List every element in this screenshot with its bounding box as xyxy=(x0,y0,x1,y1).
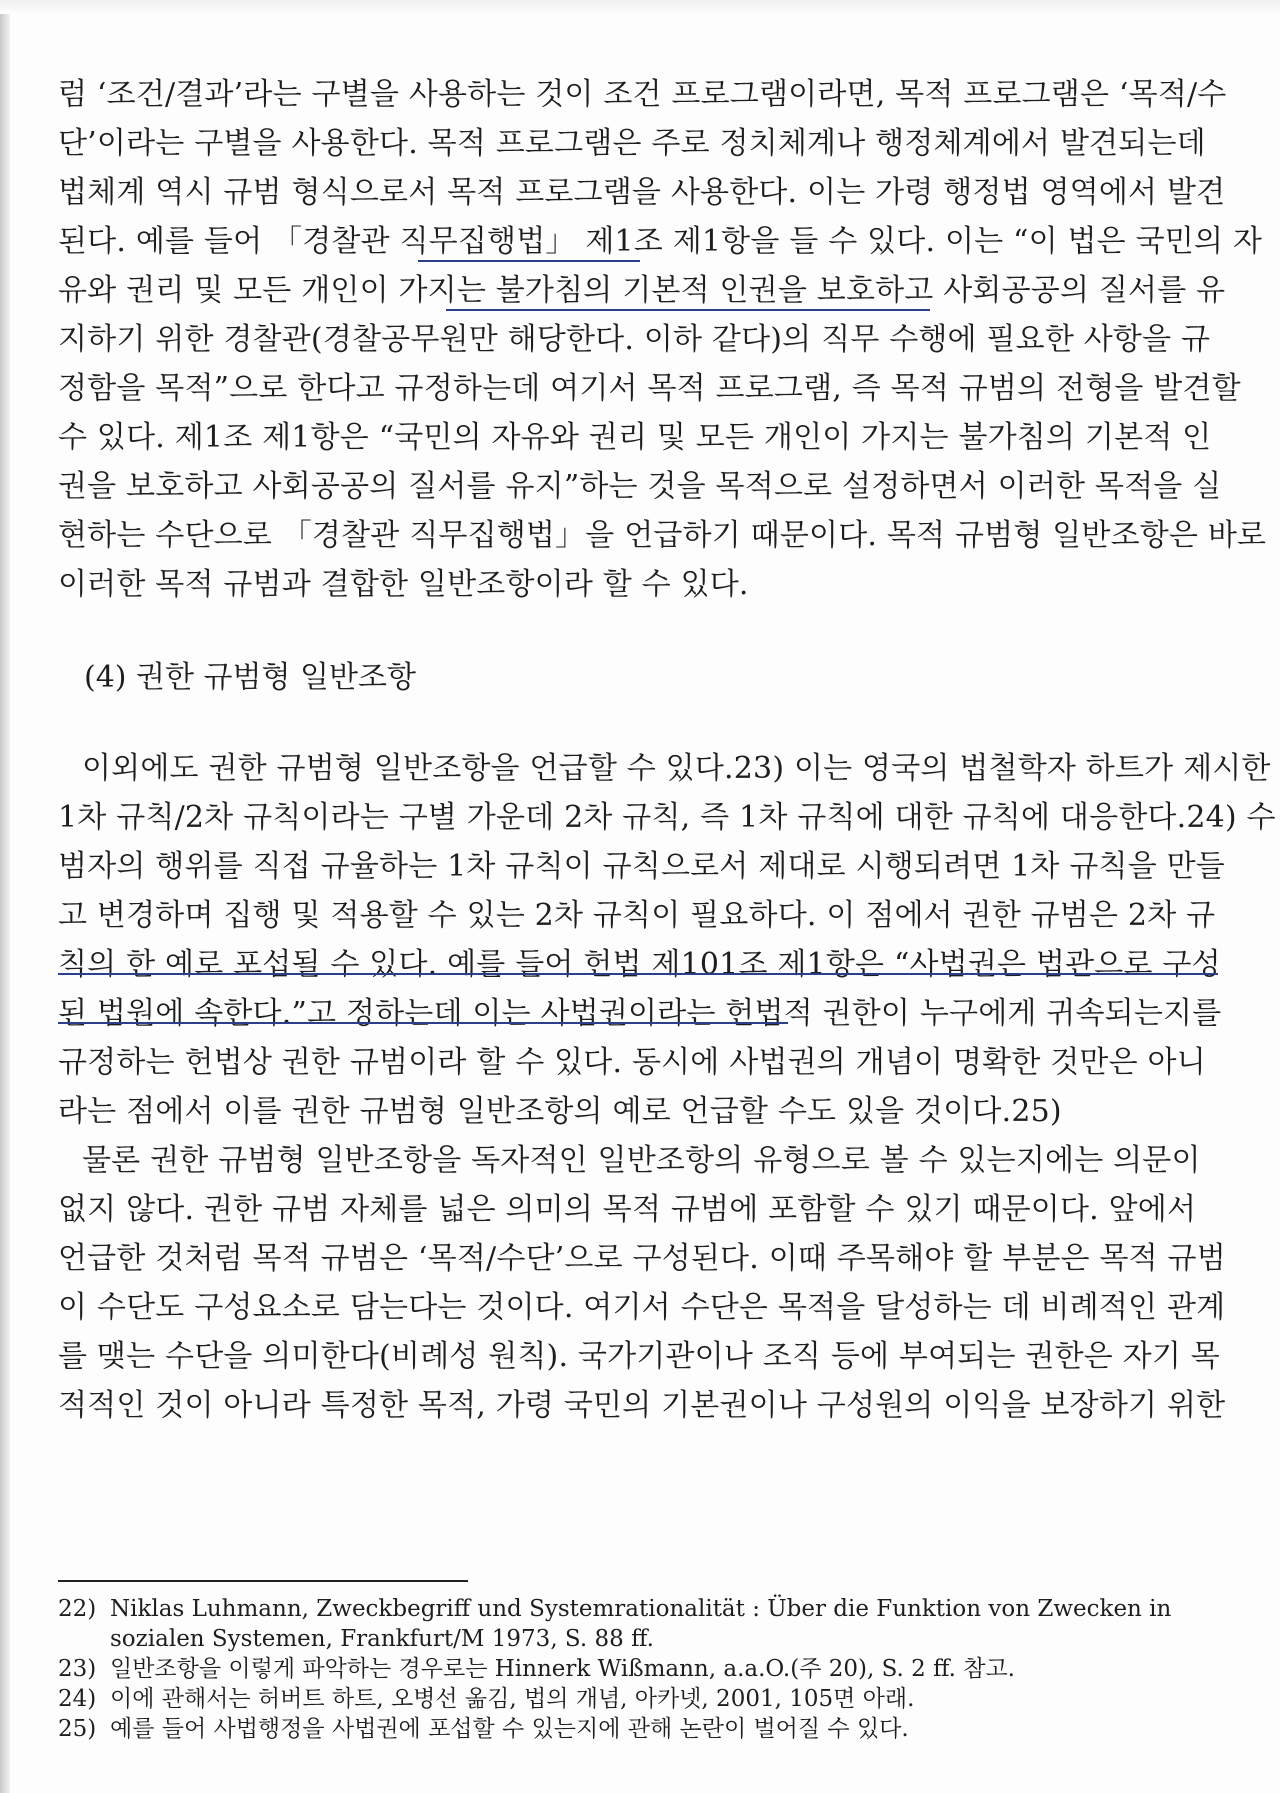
paragraph-1 xyxy=(58,70,1267,609)
pen-underline-mark xyxy=(446,309,930,311)
page-edge-shadow xyxy=(0,0,10,1793)
footnote-text: 이에 관해서는 허버트 하트, 오병선 옮김, 법의 개념, 아카넷, 2001, 105면 아래. xyxy=(110,1686,915,1712)
paragraph-3 xyxy=(58,1136,1226,1430)
text-line: 언급한 것처럼 목적 규범은 ‘목적/수단’으로 구성된다. 이때 주목해야 할 부분은 목적 규범 xyxy=(58,1241,1226,1276)
page-top-edge xyxy=(0,0,1280,14)
footnote-23 xyxy=(58,1654,1223,1684)
footnote-text: Niklas Luhmann, Zweckbegriff und Systemrationalität : Über die Funktion von Zwecken in xyxy=(110,1596,1172,1622)
text-line: 이러한 목적 규범과 결합한 일반조항이라 할 수 있다. xyxy=(58,567,749,602)
footnote-number: 23) xyxy=(58,1656,97,1682)
pen-underline-mark xyxy=(58,973,1218,975)
pen-underline-mark xyxy=(58,1022,788,1024)
text-line: 고 변경하며 집행 및 적용할 수 있는 2차 규칙이 필요하다. 이 점에서 권한 규범은 2차 규 xyxy=(58,898,1216,933)
text-line: 유와 권리 및 모든 개인이 가지는 불가침의 기본적 인권을 보호하고 사회공공의 질서를 유 xyxy=(58,273,1226,308)
footnote-text: 일반조항을 이렇게 파악하는 경우로는 Hinnerk Wißmann, a.a.O.(주 20), S. 2 ff. 참고. xyxy=(110,1656,1015,1682)
footnote-25 xyxy=(58,1714,1223,1744)
footnote-number: 22) xyxy=(58,1596,97,1622)
text-line: 지하기 위한 경찰관(경찰공무원만 해당한다. 이하 같다)의 직무 수행에 필요한 사항을 규 xyxy=(58,322,1211,357)
text-line: 단’이라는 구별을 사용한다. 목적 프로그램은 주로 정치체계나 행정체계에서 발견되는데 xyxy=(58,126,1206,161)
main-text xyxy=(58,70,1276,1430)
text-line: 라는 점에서 이를 권한 규범형 일반조항의 예로 언급할 수도 있을 것이다.25) xyxy=(58,1094,1062,1129)
footnote-continuation: sozialen Systemen, Frankfurt/M 1973, S. 88 ff. xyxy=(110,1626,654,1652)
text-line: 법체계 역시 규범 형식으로서 목적 프로그램을 사용한다. 이는 가령 행정법 영역에서 발견 xyxy=(58,175,1226,210)
spacer xyxy=(58,609,1223,649)
text-line: 를 맺는 수단을 의미한다(비례성 원칙). 국가기관이나 조직 등에 부여되는 권한은 자기 목 xyxy=(58,1339,1220,1374)
footnote-24 xyxy=(58,1684,1223,1714)
text-line: 없지 않다. 권한 규범 자체를 넓은 의미의 목적 규범에 포함할 수 있기 때문이다. 앞에서 xyxy=(58,1192,1197,1227)
footnotes xyxy=(58,1580,1223,1744)
text-line: 이 수단도 구성요소로 담는다는 것이다. 여기서 수단은 목적을 달성하는 데 비례적인 관계 xyxy=(58,1290,1226,1325)
footnote-text: 예를 들어 사법행정을 사법권에 포섭할 수 있는지에 관해 논란이 벌어질 수 있다. xyxy=(110,1716,909,1742)
text-line: 이외에도 권한 규범형 일반조항을 언급할 수 있다.23) 이는 영국의 법철학자 하트가 제시한 xyxy=(82,751,1271,786)
text-line: 정함을 목적”으로 한다고 규정하는데 여기서 목적 프로그램, 즉 목적 규범의 전형을 발견할 xyxy=(58,371,1241,406)
footnote-divider xyxy=(58,1580,468,1582)
text-line: 된다. 예를 들어 「경찰관 직무집행법」 제1조 제1항을 들 수 있다. 이는 “이 법은 국민의 자 xyxy=(58,224,1263,259)
text-line: 수 있다. 제1조 제1항은 “국민의 자유와 권리 및 모든 개인이 가지는 불가침의 기본적 인 xyxy=(58,420,1212,455)
footnote-number: 25) xyxy=(58,1716,97,1742)
text-line: 현하는 수단으로 「경찰관 직무집행법」을 언급하기 때문이다. 목적 규범형 일반조항은 바로 xyxy=(58,518,1267,553)
footnote-number: 24) xyxy=(58,1686,97,1712)
pen-underline-mark xyxy=(418,260,640,262)
text-line: 된 법원에 속한다.”고 정하는데 이는 사법권이라는 헌법적 권한이 누구에게 귀속되는지를 xyxy=(58,996,1222,1031)
section-heading: (4) 권한 규범형 일반조항 xyxy=(84,660,416,695)
text-line: 규정하는 헌법상 권한 규범이라 할 수 있다. 동시에 사법권의 개념이 명확한 것만은 아니 xyxy=(58,1045,1206,1080)
paragraph-2 xyxy=(58,744,1276,1136)
text-line: 1차 규칙/2차 규칙이라는 구별 가운데 2차 규칙, 즉 1차 규칙에 대한 규칙에 대응한다.24) 수 xyxy=(58,800,1276,835)
text-line: 럼 ‘조건/결과’라는 구별을 사용하는 것이 조건 프로그램이라면, 목적 프로그램은 ‘목적/수 xyxy=(58,77,1227,112)
text-line: 적적인 것이 아니라 특정한 목적, 가령 국민의 기본권이나 구성원의 이익을 보장하기 위한 xyxy=(58,1388,1226,1423)
text-line: 칙의 한 예로 포섭될 수 있다. 예를 들어 헌법 제101조 제1항은 “사법권은 법관으로 구성 xyxy=(58,947,1221,982)
text-line: 범자의 행위를 직접 규율하는 1차 규칙이 규칙으로서 제대로 시행되려면 1차 규칙을 만들 xyxy=(58,849,1225,884)
text-line: 물론 권한 규범형 일반조항을 독자적인 일반조항의 유형으로 볼 수 있는지에는 의문이 xyxy=(82,1143,1201,1178)
text-line: 권을 보호하고 사회공공의 질서를 유지”하는 것을 목적으로 설정하면서 이러한 목적을 실 xyxy=(58,469,1222,504)
footnote-22 xyxy=(58,1594,1223,1624)
